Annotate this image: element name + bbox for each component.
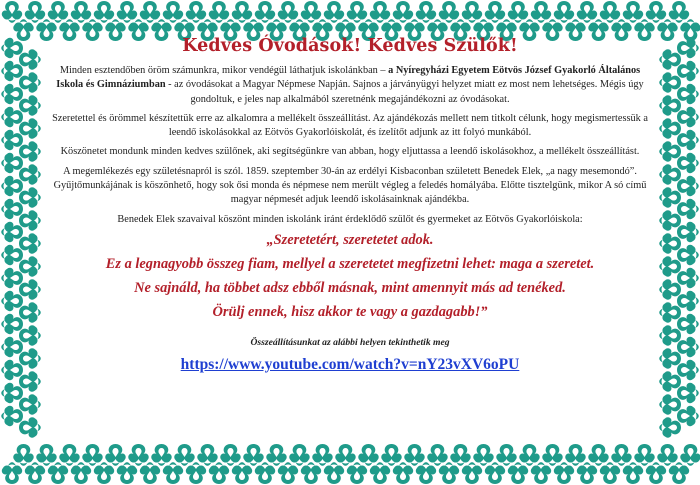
folk-flower-icon xyxy=(19,210,41,230)
folk-flower-icon xyxy=(659,302,681,322)
folk-flower-icon xyxy=(105,444,125,466)
folk-flower-icon xyxy=(1,314,23,334)
folk-flower-icon xyxy=(1,176,23,196)
folk-flower-icon xyxy=(243,444,263,466)
folk-flower-icon xyxy=(677,268,699,288)
folk-flower-icon xyxy=(669,462,689,484)
folk-flower-icon xyxy=(677,337,699,357)
folk-flower-icon xyxy=(163,462,183,484)
folk-flower-icon xyxy=(669,1,689,23)
folk-flower-icon xyxy=(278,1,298,23)
folk-flower-icon xyxy=(370,1,390,23)
folk-flower-icon xyxy=(1,291,23,311)
folk-flower-icon xyxy=(1,245,23,265)
folk-flower-icon xyxy=(1,406,23,426)
folk-flower-icon xyxy=(659,417,681,437)
folk-flower-icon xyxy=(19,417,41,437)
folk-flower-icon xyxy=(677,245,699,265)
folk-flower-icon xyxy=(677,406,699,426)
folk-flower-icon xyxy=(485,1,505,23)
folk-flower-icon xyxy=(25,462,45,484)
folk-flower-icon xyxy=(140,1,160,23)
folk-flower-icon xyxy=(19,302,41,322)
folk-flower-icon xyxy=(186,1,206,23)
folk-flower-icon xyxy=(677,222,699,242)
folk-flower-icon xyxy=(439,1,459,23)
folk-flower-icon xyxy=(659,394,681,414)
folk-flower-icon xyxy=(13,444,33,466)
folk-flower-icon xyxy=(19,279,41,299)
folk-flower-icon xyxy=(19,187,41,207)
folk-flower-icon xyxy=(209,1,229,23)
folk-flower-icon xyxy=(416,462,436,484)
folk-flower-icon xyxy=(462,1,482,23)
paragraph-greeting: Benedek Elek szavaival köszönt minden iskolánk iránt érdeklődő szülőt és gyermeket az Eötvös Gyakorlóiskola: xyxy=(117,213,583,225)
folk-flower-icon xyxy=(462,462,482,484)
folk-flower-icon xyxy=(659,371,681,391)
folk-flower-icon xyxy=(2,1,22,23)
folk-flower-icon xyxy=(659,210,681,230)
folk-flower-icon xyxy=(634,444,654,466)
paragraph-thanks: Köszönetet mondunk minden kedves szülőnek, aki segítségünkre van abban, hogy eljuttassa a leendő iskolásokhoz, a mellékelt összeállítást. xyxy=(60,146,640,158)
folk-flower-icon xyxy=(278,462,298,484)
folk-flower-icon xyxy=(519,444,539,466)
folk-flower-icon xyxy=(623,1,643,23)
folk-flower-icon xyxy=(565,444,585,466)
folk-flower-icon xyxy=(577,462,597,484)
folk-flower-icon xyxy=(600,1,620,23)
folk-flower-icon xyxy=(151,444,171,466)
folk-flower-icon xyxy=(1,38,23,58)
folk-flower-icon xyxy=(623,462,643,484)
folk-flower-icon xyxy=(677,84,699,104)
folk-flower-icon xyxy=(19,72,41,92)
folk-flower-icon xyxy=(19,49,41,69)
folk-flower-icon xyxy=(19,348,41,368)
folk-flower-icon xyxy=(197,444,217,466)
folk-flower-icon xyxy=(600,462,620,484)
folk-flower-icon xyxy=(496,444,516,466)
folk-flower-icon xyxy=(677,291,699,311)
view-note: Összeállításunkat az alábbi helyen tekinthetik meg xyxy=(250,336,450,348)
folk-flower-icon xyxy=(94,1,114,23)
folk-flower-icon xyxy=(186,462,206,484)
folk-flower-icon xyxy=(659,118,681,138)
folk-flower-icon xyxy=(301,462,321,484)
paragraph-gift: Szeretettel és örömmel készítettük erre az alkalomra a mellékelt összeállítást. Az ajándékozás mellett nem titkolt célunk, hogy megismertessük a leendő iskolásokkal az Eötvös Gyakorlóiskolát, és ízelítőt adjunk az itt folyó munkából. xyxy=(52,112,648,139)
folk-flower-icon xyxy=(19,95,41,115)
folk-flower-icon xyxy=(2,462,22,484)
folk-flower-icon xyxy=(646,462,666,484)
quote-line: „Szeretetért, szeretetet adok. xyxy=(266,231,434,248)
folk-flower-icon xyxy=(232,462,252,484)
folk-flower-icon xyxy=(1,130,23,150)
letter-body xyxy=(50,36,650,446)
folk-flower-icon xyxy=(680,444,700,466)
folk-flower-icon xyxy=(324,1,344,23)
folk-flower-icon xyxy=(659,279,681,299)
youtube-link[interactable]: https://www.youtube.com/watch?v=nY23vXV6oPU xyxy=(180,355,520,373)
folk-flower-icon xyxy=(677,360,699,380)
folk-flower-icon xyxy=(680,19,700,41)
folk-flower-icon xyxy=(1,222,23,242)
school-name: a Nyíregyházi Egyetem Eötvös József Gyakorló Általános Iskola és Gimnáziumban xyxy=(56,65,641,91)
folk-flower-icon xyxy=(255,462,275,484)
folk-flower-icon xyxy=(19,256,41,276)
folk-flower-icon xyxy=(36,444,56,466)
folk-flower-icon xyxy=(677,130,699,150)
folk-flower-icon xyxy=(289,444,309,466)
folk-flower-icon xyxy=(485,462,505,484)
folk-flower-icon xyxy=(59,444,79,466)
folk-flower-icon xyxy=(370,462,390,484)
folk-flower-icon xyxy=(657,444,677,466)
folk-flower-icon xyxy=(577,1,597,23)
folk-flower-icon xyxy=(659,164,681,184)
folk-flower-icon xyxy=(1,383,23,403)
folk-flower-icon xyxy=(13,19,33,41)
folk-flower-icon xyxy=(117,1,137,23)
folk-flower-icon xyxy=(659,141,681,161)
folk-flower-icon xyxy=(220,444,240,466)
folk-flower-icon xyxy=(646,1,666,23)
folk-flower-icon xyxy=(381,444,401,466)
paragraph-intro-end: - az óvodásokat a Magyar Népmese Napján. Sajnos a járványügyi helyzet miatt ez most nem lehetséges. Mégis úgy gondoltuk, e jeles nap alkalmából szeretnénk megajándékozni az óvodásokat. xyxy=(165,79,644,105)
letter-title: Kedves Óvodások! Kedves Szülők! xyxy=(182,36,518,56)
folk-flower-icon xyxy=(659,256,681,276)
folk-flower-icon xyxy=(508,1,528,23)
folk-flower-icon xyxy=(71,462,91,484)
folk-flower-icon xyxy=(659,49,681,69)
folk-flower-icon xyxy=(1,84,23,104)
folk-flower-icon xyxy=(611,444,631,466)
folk-flower-icon xyxy=(531,1,551,23)
folk-flower-icon xyxy=(140,462,160,484)
folk-flower-icon xyxy=(393,1,413,23)
folk-flower-icon xyxy=(531,462,551,484)
folk-flower-icon xyxy=(1,61,23,81)
paragraph-intro xyxy=(50,64,650,107)
folk-flower-icon xyxy=(19,118,41,138)
folk-flower-icon xyxy=(1,153,23,173)
folk-flower-icon xyxy=(657,19,677,41)
folk-flower-icon xyxy=(677,314,699,334)
folk-flower-icon xyxy=(677,38,699,58)
folk-flower-icon xyxy=(659,187,681,207)
folk-flower-icon xyxy=(554,1,574,23)
folk-flower-icon xyxy=(209,462,229,484)
folk-flower-icon xyxy=(347,462,367,484)
folk-flower-icon xyxy=(335,444,355,466)
paragraph-intro-start: Minden esztendőben öröm számunkra, mikor vendégül láthatjuk iskolánkban – xyxy=(59,65,389,76)
folk-flower-icon xyxy=(358,444,378,466)
folk-flower-icon xyxy=(588,444,608,466)
folk-flower-icon xyxy=(312,444,332,466)
quote-line: Ez a legnagyobb összeg fiam, mellyel a szeretetet megfizetni lehet: maga a szeretet. xyxy=(105,255,595,272)
paragraph-birthday: A megemlékezés egy születésnapról is szól. 1859. szeptember 30-án az erdélyi Kisbaconban született Benedek Elek, „a nagy mesemondó”. Gyűjtőmunkájának is köszönhető, hogy sok ősi monda és népmese nem merült végleg a feledés homályába. Előtte tisztelgünk, mikor A só című magyar népmesét adjuk leendő iskolásainknak ajándékba. xyxy=(53,165,647,206)
folk-flower-icon xyxy=(659,95,681,115)
folk-flower-icon xyxy=(659,72,681,92)
folk-flower-icon xyxy=(427,444,447,466)
folk-flower-icon xyxy=(508,462,528,484)
folk-flower-icon xyxy=(25,1,45,23)
folk-flower-icon xyxy=(19,141,41,161)
folk-flower-icon xyxy=(128,444,148,466)
folk-flower-icon xyxy=(163,1,183,23)
folk-flower-icon xyxy=(174,444,194,466)
folk-flower-icon xyxy=(677,153,699,173)
folk-flower-icon xyxy=(324,462,344,484)
folk-flower-icon xyxy=(393,462,413,484)
folk-flower-icon xyxy=(19,164,41,184)
folk-flower-icon xyxy=(659,233,681,253)
folk-flower-icon xyxy=(48,1,68,23)
folk-flower-icon xyxy=(416,1,436,23)
folk-flower-icon xyxy=(677,176,699,196)
folk-flower-icon xyxy=(1,360,23,380)
folk-flower-icon xyxy=(659,348,681,368)
folk-flower-icon xyxy=(94,462,114,484)
folk-flower-icon xyxy=(542,444,562,466)
folk-flower-icon xyxy=(473,444,493,466)
folk-flower-icon xyxy=(1,337,23,357)
folk-flower-icon xyxy=(266,444,286,466)
quote-line: Örülj ennek, hisz akkor te vagy a gazdagabb!” xyxy=(212,303,488,320)
folk-flower-icon xyxy=(255,1,275,23)
folk-flower-icon xyxy=(347,1,367,23)
benedek-elek-quote xyxy=(50,232,650,321)
folk-flower-icon xyxy=(19,233,41,253)
folk-flower-icon xyxy=(677,61,699,81)
folk-flower-icon xyxy=(677,199,699,219)
folk-flower-icon xyxy=(117,462,137,484)
folk-flower-icon xyxy=(439,462,459,484)
folk-flower-icon xyxy=(232,1,252,23)
folk-flower-icon xyxy=(48,462,68,484)
folk-flower-icon xyxy=(1,107,23,127)
folk-flower-icon xyxy=(554,462,574,484)
folk-flower-icon xyxy=(659,325,681,345)
folk-flower-icon xyxy=(19,394,41,414)
folk-flower-icon xyxy=(450,444,470,466)
quote-line: Ne sajnáld, ha többet adsz ebből másnak, mint amennyit más ad tenéked. xyxy=(134,279,566,296)
folk-flower-icon xyxy=(82,444,102,466)
folk-flower-icon xyxy=(677,383,699,403)
folk-flower-icon xyxy=(1,268,23,288)
folk-flower-icon xyxy=(404,444,424,466)
folk-flower-icon xyxy=(19,325,41,345)
folk-flower-icon xyxy=(19,371,41,391)
folk-flower-icon xyxy=(71,1,91,23)
folk-flower-icon xyxy=(301,1,321,23)
folk-flower-icon xyxy=(1,199,23,219)
folk-flower-icon xyxy=(677,107,699,127)
